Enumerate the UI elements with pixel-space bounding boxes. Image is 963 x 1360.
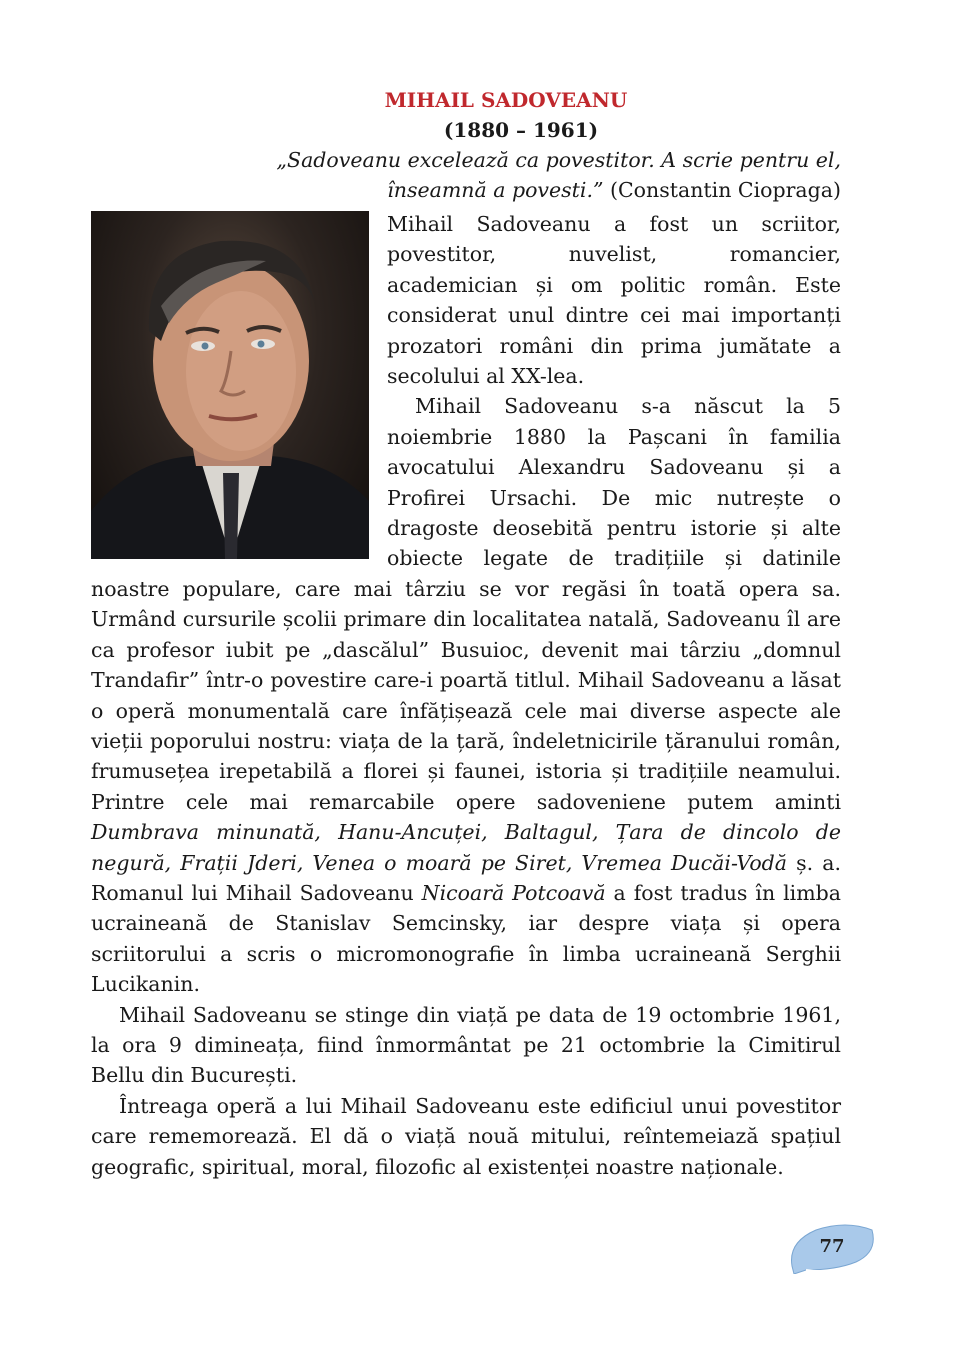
article-body	[91, 209, 841, 1182]
page-title: MIHAIL SADOVEANU	[384, 88, 628, 112]
epigraph-quote: „Sadoveanu excelează ca povestitor. A scrie pentru el, înseamnă a povesti.”	[276, 148, 841, 202]
author-portrait	[91, 211, 369, 559]
page-number-badge	[786, 1222, 878, 1274]
page-number: 77	[819, 1236, 845, 1257]
epigraph-author: (Constantin Ciopraga)	[610, 178, 841, 202]
novel-title: Nicoară Potcoavă	[421, 880, 606, 905]
paragraph-intro: Mihail Sadoveanu a fost un scriitor, povestitor, nuvelist, romancier, academician și om politic român. Este considerat unul dintre cei mai importanți prozatori români din prima jumătate a secolului al XX-lea.	[387, 212, 841, 389]
biography-text-a: Mihail Sadoveanu s-a născut la 5 noiembrie 1880 la Pașcani în familia avocatului Alexandru Sadoveanu și a Profirei Ursachi. De mic nutrește o dragoste deosebită pentru istorie și alte obiecte legate de tradițiile și datinile noastre populare, care mai târziu se vor regăsi în toată opera sa. Urmând cursurile școlii primare din localitatea natală, Sadoveanu îl are ca profesor iubit pe „dascălul” Busuioc, devenit mai târziu „domnul Trandafir” într-o povestire care-i poartă titlul. Mihail Sadoveanu a lăsat o operă monumentală care înfățișează cele mai diverse aspecte ale vieții poporului nostru: viața de la țară, îndeletnicirile țăranului român, frumusețea irepetabilă a florei și faunei, istoria și tradițiile neamului. Printre cele mai remarcabile opere sadoveniene putem aminti	[91, 394, 841, 814]
paragraph-legacy: Întreaga operă a lui Mihail Sadoveanu este edificiul unui povestitor care rememorează. El dă o viață nouă mitului, reîntemeiază spațiul geografic, spiritual, moral, filozofic al existenței noastre naționale.	[91, 1093, 841, 1179]
works-list: Dumbrava minunată, Hanu-Ancuței, Baltagul, Țara de dincolo de negură, Frații Jderi, Venea o moară pe Siret, Vremea Ducăi-Vodă	[91, 820, 841, 875]
life-years: (1880 – 1961)	[443, 118, 599, 142]
epigraph	[231, 145, 841, 205]
biography-text-c: a fost tradus în limba ucraineană de Stanislav Semcinsky, iar despre viața și opera scriitorului a scris o micromonografie în limba ucraineană Serghii Lucikanin.	[91, 880, 841, 997]
paragraph-death: Mihail Sadoveanu se stinge din viață pe data de 19 octombrie 1961, la ora 9 dimineața, fiind înmormântat pe 21 octombrie la Cimitirul Bellu din București.	[91, 1002, 841, 1088]
page-content	[91, 85, 841, 1182]
biography-text-b: ș. a. Romanul lui Mihail Sadoveanu	[91, 850, 841, 905]
